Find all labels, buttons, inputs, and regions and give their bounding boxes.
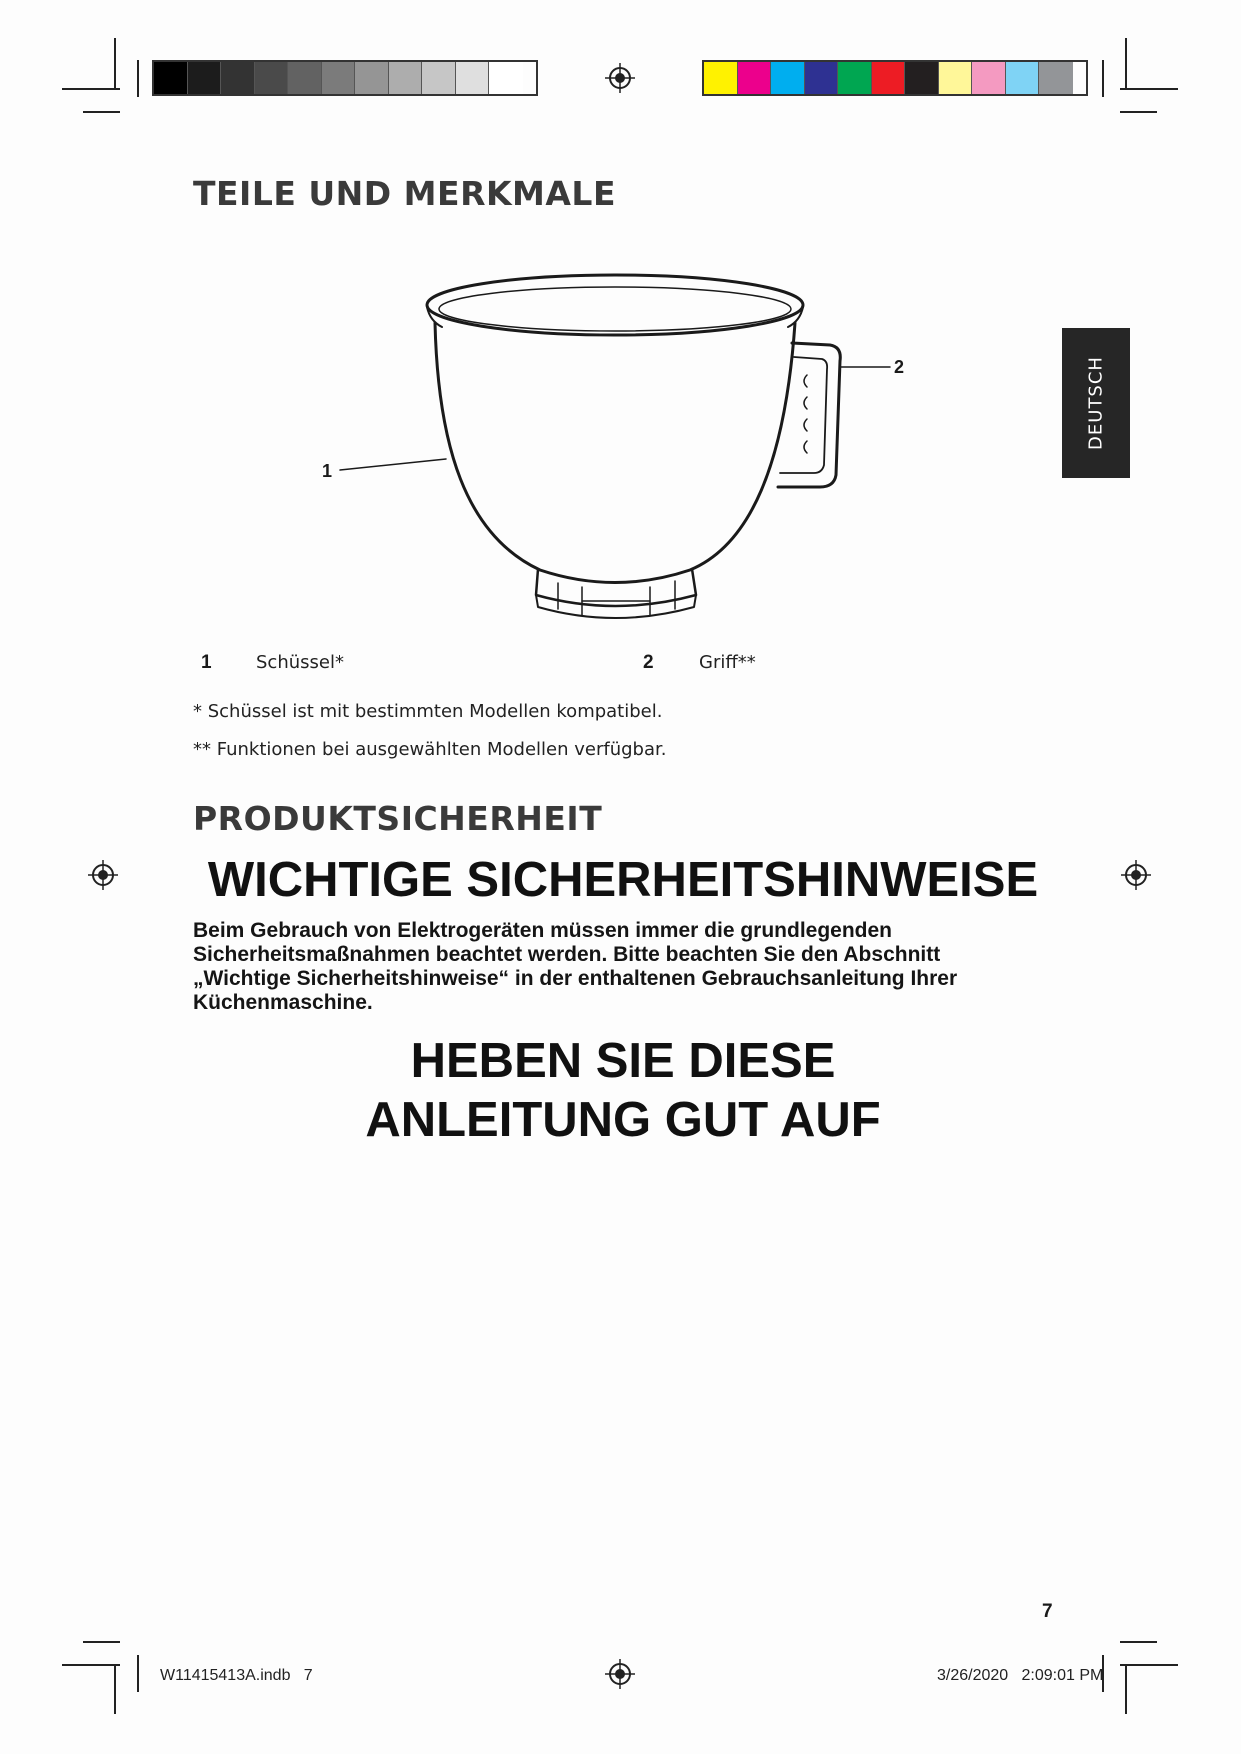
- page-number: 7: [1042, 1601, 1053, 1622]
- callout-number: 1: [201, 652, 212, 673]
- crop-mark: [83, 111, 120, 113]
- grayscale-swatch: [389, 62, 423, 94]
- grayscale-swatch: [456, 62, 490, 94]
- mixing-bowl-illustration: [320, 265, 920, 635]
- color-swatch: [905, 62, 939, 94]
- grayscale-swatch: [221, 62, 255, 94]
- grayscale-swatch: [255, 62, 289, 94]
- crop-mark: [1120, 88, 1178, 90]
- svg-text:2: 2: [894, 357, 905, 377]
- color-swatch: [738, 62, 772, 94]
- color-calibration-bar: [702, 60, 1088, 96]
- color-swatch: [838, 62, 872, 94]
- grayscale-swatch: [322, 62, 356, 94]
- footer-file-name: W11415413A.indb 7: [160, 1667, 313, 1684]
- color-swatch: [939, 62, 973, 94]
- language-tab-label: DEUTSCH: [1085, 356, 1107, 450]
- grayscale-calibration-bar: [152, 60, 538, 96]
- callout-label-bowl: Schüssel*: [256, 652, 344, 673]
- grayscale-swatch: [355, 62, 389, 94]
- color-swatch: [704, 62, 738, 94]
- keep-instructions-line2: ANLEITUNG GUT AUF: [365, 1093, 881, 1147]
- section-title-parts: TEILE UND MERKMALE: [193, 174, 616, 213]
- crop-mark: [1102, 60, 1104, 97]
- registration-mark-icon: [605, 63, 635, 93]
- crop-mark: [114, 38, 116, 88]
- crop-mark: [1120, 1641, 1157, 1643]
- crop-mark: [137, 60, 139, 97]
- grayscale-swatch: [422, 62, 456, 94]
- registration-mark-icon: [88, 860, 118, 890]
- footnote-features: ** Funktionen bei ausgewählten Modellen verfügbar.: [193, 739, 667, 760]
- color-swatch: [1006, 62, 1040, 94]
- color-swatch: [972, 62, 1006, 94]
- callout-label-handle: Griff**: [699, 652, 756, 673]
- grayscale-swatch: [154, 62, 188, 94]
- color-swatch: [805, 62, 839, 94]
- crop-mark: [1120, 111, 1157, 113]
- keep-instructions-line1: HEBEN SIE DIESE: [410, 1034, 836, 1088]
- footnote-bowl: * Schüssel ist mit bestimmten Modellen kompatibel.: [193, 701, 663, 722]
- warning-heading: WICHTIGE SICHERHEITSHINWEISE: [207, 853, 1039, 907]
- color-swatch: [771, 62, 805, 94]
- crop-mark: [1125, 38, 1127, 88]
- crop-mark: [137, 1655, 139, 1692]
- svg-text:1: 1: [322, 461, 333, 481]
- crop-mark: [114, 1664, 116, 1714]
- registration-mark-icon: [605, 1659, 635, 1689]
- callout-number: 2: [643, 652, 654, 673]
- grayscale-swatch: [188, 62, 222, 94]
- footer-timestamp: 3/26/2020 2:09:01 PM: [937, 1667, 1104, 1684]
- section-title-safety: PRODUKTSICHERHEIT: [193, 799, 603, 838]
- safety-intro-text: Beim Gebrauch von Elektrogeräten müssen immer die grundlegenden Sicherheitsmaßnahmen beachtet werden. Bitte beachten Sie den Abschnitt „Wichtige Sicherheitshinweise“ in der enthaltenen Gebrauchsanleitung Ihrer Küchenmaschine.: [193, 919, 958, 1014]
- color-swatch: [872, 62, 906, 94]
- grayscale-swatch: [288, 62, 322, 94]
- grayscale-swatch: [489, 62, 523, 94]
- color-swatch: [1039, 62, 1073, 94]
- crop-mark: [62, 1664, 120, 1666]
- crop-mark: [83, 1641, 120, 1643]
- crop-mark: [62, 88, 120, 90]
- registration-mark-icon: [1121, 860, 1151, 890]
- crop-mark: [1125, 1664, 1127, 1714]
- crop-mark: [1120, 1664, 1178, 1666]
- language-tab: [1062, 328, 1130, 478]
